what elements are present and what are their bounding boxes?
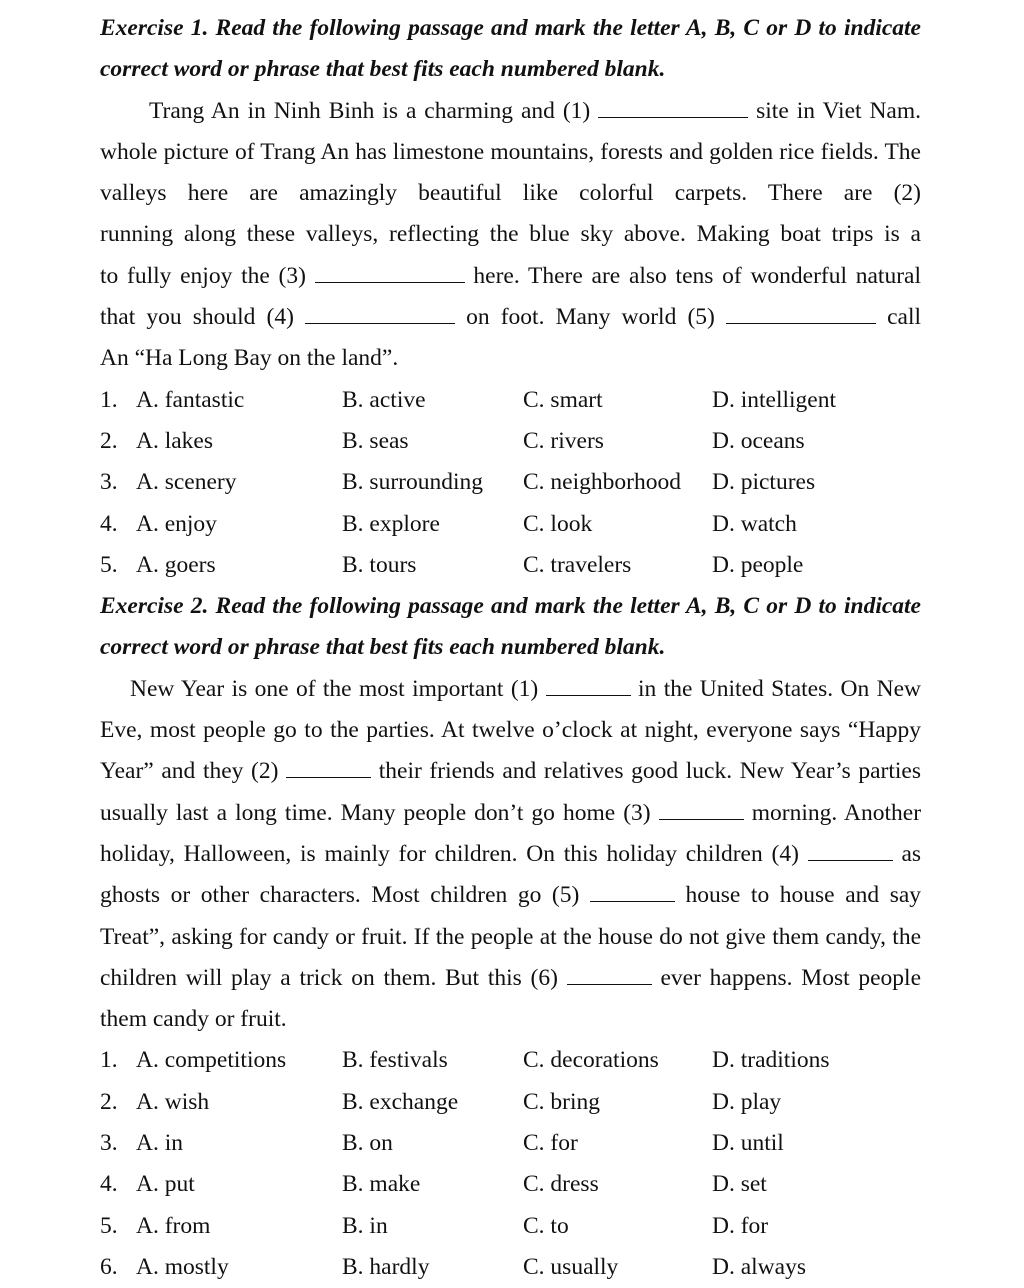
option-b: B. seas bbox=[342, 427, 409, 454]
option-a: A. in bbox=[136, 1130, 183, 1157]
passage-line: ghosts or other characters. Most children go (5) house to house and say bbox=[100, 882, 921, 909]
question-row bbox=[100, 504, 921, 545]
option-c: C. smart bbox=[523, 386, 603, 413]
option-d: D. until bbox=[712, 1130, 784, 1157]
passage-line: valleys here are amazingly beautiful like colorful carpets. There are (2) bbox=[100, 173, 921, 214]
exercise-1-passage bbox=[100, 91, 921, 380]
question-number: 5. bbox=[100, 1212, 118, 1239]
exercise-1 bbox=[100, 8, 921, 586]
option-a: A. scenery bbox=[136, 469, 237, 496]
option-c: C. bring bbox=[523, 1088, 601, 1115]
option-a: A. competitions bbox=[136, 1047, 287, 1074]
option-c: C. neighborhood bbox=[523, 469, 681, 496]
answer-blank-1 bbox=[546, 675, 631, 696]
option-b: B. active bbox=[342, 386, 426, 413]
question-number: 4. bbox=[100, 1171, 118, 1198]
question-number: 2. bbox=[100, 427, 118, 454]
exercise-2 bbox=[100, 586, 921, 1288]
option-b: B. hardly bbox=[342, 1253, 430, 1280]
answer-blank-5 bbox=[726, 303, 876, 324]
passage-line: to fully enjoy the (3) here. There are also tens of wonderful natural bbox=[100, 262, 921, 289]
option-a: A. wish bbox=[136, 1088, 210, 1115]
option-a: A. goers bbox=[136, 551, 216, 578]
option-a: A. fantastic bbox=[136, 386, 245, 413]
option-d: D. people bbox=[712, 551, 804, 578]
option-d: D. intelligent bbox=[712, 386, 837, 413]
exercise-2-passage bbox=[100, 669, 921, 1041]
question-row bbox=[100, 421, 921, 462]
question-number: 3. bbox=[100, 469, 118, 496]
option-b: B. surrounding bbox=[342, 469, 483, 496]
option-c: C. rivers bbox=[523, 427, 604, 454]
passage-line: that you should (4) on foot. Many world (5) call bbox=[100, 304, 921, 331]
option-d: D. pictures bbox=[712, 469, 816, 496]
question-row bbox=[100, 545, 921, 586]
option-c: C. for bbox=[523, 1130, 578, 1157]
passage-line: children will play a trick on them. But this (6) ever happens. Most people bbox=[100, 964, 921, 991]
answer-blank-2 bbox=[286, 757, 371, 778]
option-b: B. exchange bbox=[342, 1088, 459, 1115]
question-row bbox=[100, 380, 921, 421]
answer-blank-5 bbox=[590, 881, 675, 902]
option-c: C. travelers bbox=[523, 551, 632, 578]
option-b: B. tours bbox=[342, 551, 417, 578]
option-b: B. make bbox=[342, 1171, 421, 1198]
option-d: D. play bbox=[712, 1088, 782, 1115]
exercise-1-heading: Exercise 1. Read the following passage and mark the letter A, B, C or D to indicate bbox=[100, 15, 921, 41]
question-row bbox=[100, 1164, 921, 1205]
option-c: C. usually bbox=[523, 1253, 619, 1280]
option-a: A. lakes bbox=[136, 427, 214, 454]
option-a: A. mostly bbox=[136, 1253, 229, 1280]
option-d: D. oceans bbox=[712, 427, 805, 454]
question-number: 1. bbox=[100, 386, 118, 413]
passage-line: them candy or fruit. bbox=[100, 1006, 287, 1033]
exercise-1-questions bbox=[100, 380, 921, 586]
option-c: C. dress bbox=[523, 1171, 599, 1198]
question-row bbox=[100, 1123, 921, 1164]
option-d: D. always bbox=[712, 1253, 806, 1280]
answer-blank-6 bbox=[567, 964, 652, 985]
option-d: D. watch bbox=[712, 510, 797, 537]
exercise-2-heading-cont: correct word or phrase that best fits each numbered blank. bbox=[100, 634, 666, 661]
passage-line: New Year is one of the most important (1) in the United States. On New bbox=[130, 675, 921, 702]
option-b: B. festivals bbox=[342, 1047, 448, 1074]
answer-blank-3 bbox=[659, 799, 744, 820]
option-d: D. traditions bbox=[712, 1047, 830, 1074]
answer-blank-1 bbox=[598, 97, 748, 118]
passage-line: Treat”, asking for candy or fruit. If the people at the house do not give them candy, the bbox=[100, 923, 921, 950]
option-c: C. look bbox=[523, 510, 593, 537]
question-number: 1. bbox=[100, 1047, 118, 1074]
answer-blank-3 bbox=[315, 262, 465, 283]
question-number: 5. bbox=[100, 551, 118, 578]
option-a: A. from bbox=[136, 1212, 211, 1239]
passage-line: holiday, Halloween, is mainly for children. On this holiday children (4) as bbox=[100, 840, 921, 867]
question-row bbox=[100, 1206, 921, 1247]
passage-line: whole picture of Trang An has limestone mountains, forests and golden rice fields. The bbox=[100, 138, 921, 165]
option-b: B. on bbox=[342, 1130, 393, 1157]
passage-line: An “Ha Long Bay on the land”. bbox=[100, 345, 399, 372]
option-c: C. decorations bbox=[523, 1047, 659, 1074]
option-b: B. explore bbox=[342, 510, 440, 537]
passage-line: Eve, most people go to the parties. At twelve o’clock at night, everyone says “Happy bbox=[100, 717, 921, 744]
passage-line: Trang An in Ninh Binh is a charming and (1) site in Viet Nam. bbox=[149, 97, 921, 124]
question-row bbox=[100, 462, 921, 503]
question-number: 6. bbox=[100, 1253, 118, 1280]
passage-line: usually last a long time. Many people don’t go home (3) morning. Another bbox=[100, 799, 921, 826]
option-d: D. for bbox=[712, 1212, 769, 1239]
option-a: A. put bbox=[136, 1171, 195, 1198]
exercise-2-heading: Exercise 2. Read the following passage and mark the letter A, B, C or D to indicate bbox=[100, 593, 921, 620]
exercise-2-questions bbox=[100, 1040, 921, 1288]
question-number: 2. bbox=[100, 1088, 118, 1115]
option-a: A. enjoy bbox=[136, 510, 217, 537]
option-b: B. in bbox=[342, 1212, 388, 1239]
option-c: C. to bbox=[523, 1212, 569, 1239]
exercise-1-heading-cont: correct word or phrase that best fits each numbered blank. bbox=[100, 56, 666, 83]
option-d: D. set bbox=[712, 1171, 767, 1198]
question-number: 3. bbox=[100, 1130, 118, 1157]
passage-line: Year” and they (2) their friends and relatives good luck. New Year’s parties bbox=[100, 758, 921, 785]
answer-blank-4 bbox=[808, 840, 893, 861]
question-number: 4. bbox=[100, 510, 118, 537]
question-row bbox=[100, 1082, 921, 1123]
question-row bbox=[100, 1247, 921, 1288]
question-row bbox=[100, 1040, 921, 1081]
answer-blank-4 bbox=[305, 303, 455, 324]
passage-line: running along these valleys, reflecting the blue sky above. Making boat trips is a bbox=[100, 221, 921, 248]
worksheet-page bbox=[100, 8, 921, 1288]
